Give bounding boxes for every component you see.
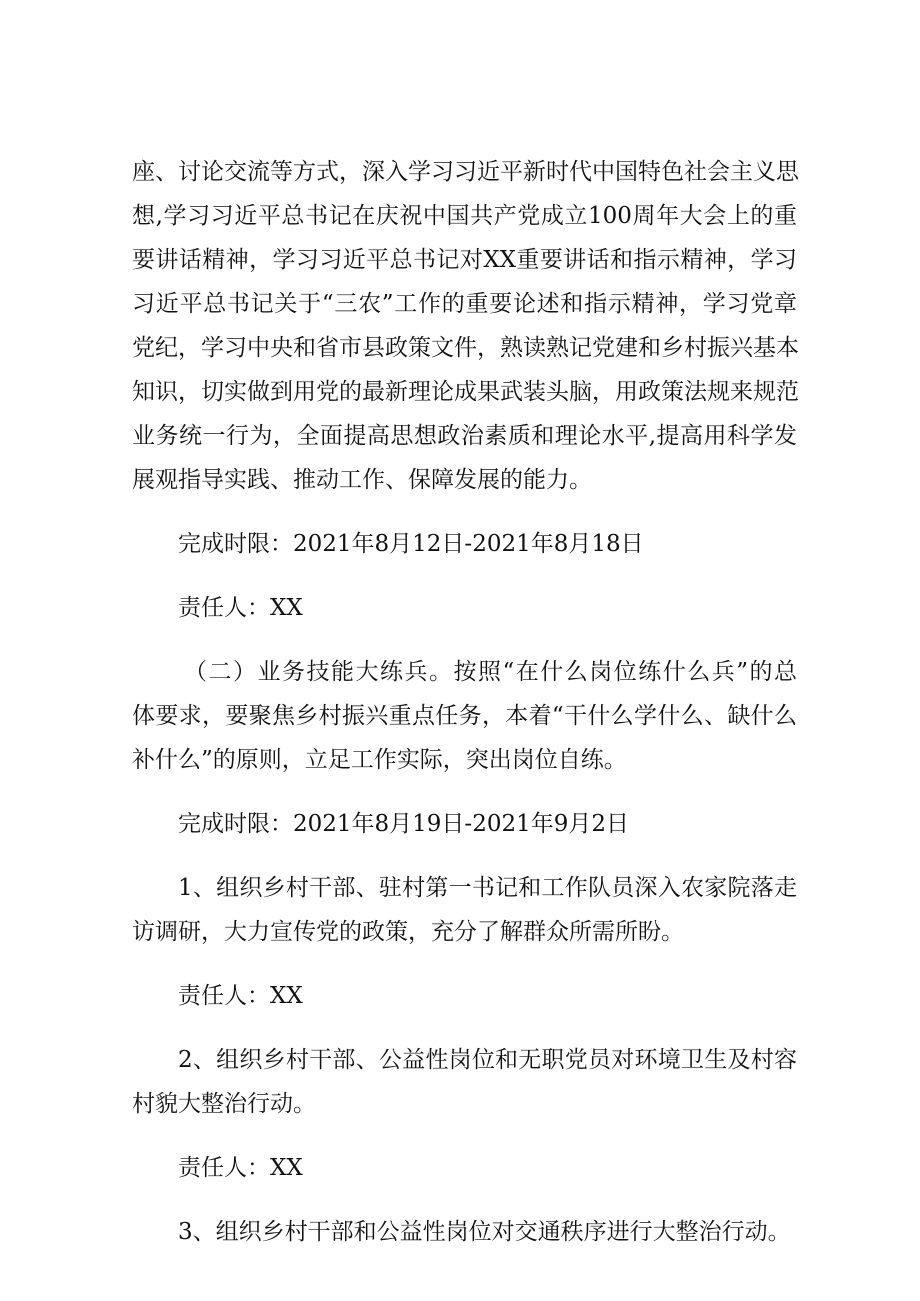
text-line: 访调研，大力宣传党的政策，充分了解群众所需所盼。 — [132, 919, 684, 945]
text-line: 展观指导实践、推动工作、保障发展的能力。 — [132, 467, 592, 493]
text-line: 补什么”的原则，立足工作实际，突出岗位自练。 — [132, 747, 627, 773]
text-line: 要讲话精神，学习习近平总书记对XX重要讲话和指示精神，学习 — [132, 247, 797, 273]
responsible-person-3: 责任人：XX — [178, 1155, 303, 1181]
responsible-person-2: 责任人：XX — [178, 983, 303, 1009]
item-1 — [132, 866, 797, 954]
text-line: 2、组织乡村干部、公益性岗位和无职党员对环境卫生及村容 — [178, 1047, 797, 1073]
item-2 — [132, 1038, 797, 1126]
item-3: 3、组织乡村干部和公益性岗位对交通秩序进行大整治行动。 — [178, 1219, 791, 1245]
section-skill-training — [132, 650, 797, 782]
text-line: 座、讨论交流等方式，深入学习习近平新时代中国特色社会主义思 — [132, 159, 799, 185]
text-line: 知识，切实做到用党的最新理论成果武装头脑，用政策法规来规范 — [132, 379, 799, 405]
paragraph-study — [132, 150, 797, 502]
text-line: 1、组织乡村干部、驻村第一书记和工作队员深入农家院落走 — [178, 875, 797, 901]
section-heading-line: （二）业务技能大练兵。按照“在什么岗位练什么兵”的总 — [184, 659, 797, 685]
text-line: 党纪，学习中央和省市县政策文件，熟读熟记党建和乡村振兴基本 — [132, 335, 799, 361]
deadline-1: 完成时限：2021年8月12日-2021年8月18日 — [178, 531, 644, 557]
text-line: 村貌大整治行动。 — [132, 1091, 316, 1117]
text-line: 想,学习习近平总书记在庆祝中国共产党成立100周年大会上的重 — [132, 203, 797, 229]
text-line: 业务统一行为，全面提高思想政治素质和理论水平,提高用科学发 — [132, 423, 797, 449]
text-line: 习近平总书记关于“三农”工作的重要论述和指示精神，学习党章 — [132, 291, 797, 317]
document-body — [132, 150, 797, 1254]
text-line: 体要求，要聚焦乡村振兴重点任务，本着“干什么学什么、缺什么 — [132, 703, 797, 729]
deadline-2: 完成时限：2021年8月19日-2021年9月2日 — [178, 811, 630, 837]
responsible-person-1: 责任人：XX — [178, 595, 303, 621]
